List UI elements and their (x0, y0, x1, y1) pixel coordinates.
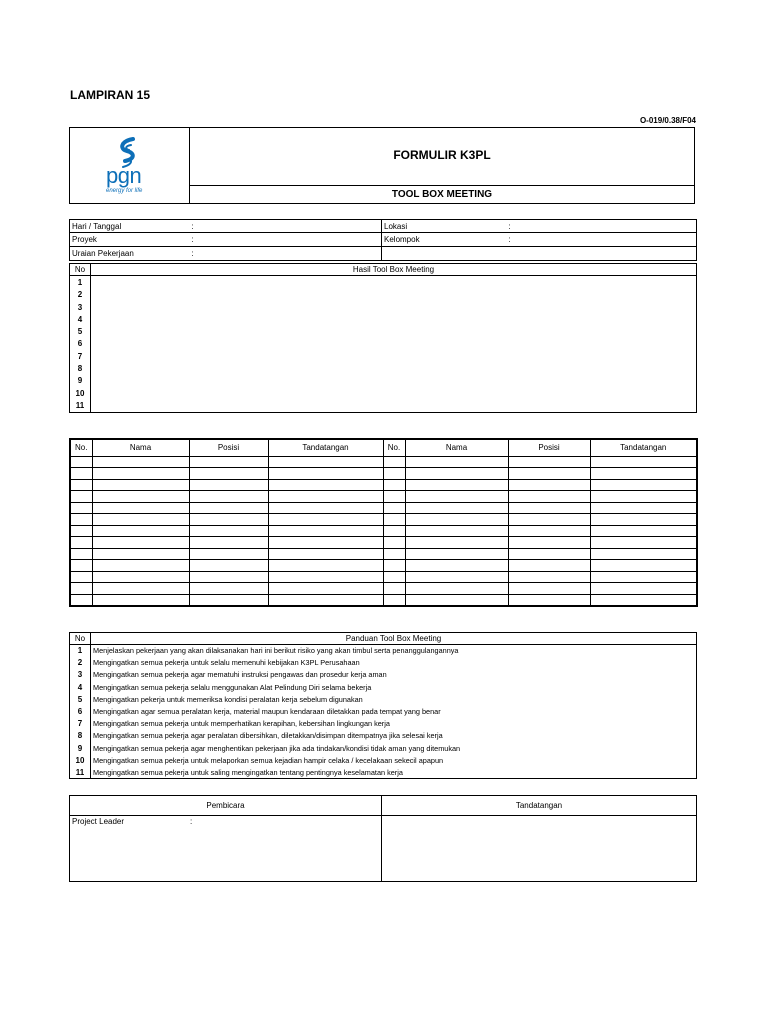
attendance-cell[interactable] (70, 537, 92, 549)
attendance-cell[interactable] (189, 502, 268, 514)
attendance-cell[interactable] (92, 560, 189, 572)
attendance-cell[interactable] (508, 548, 590, 560)
attendance-cell[interactable] (92, 583, 189, 595)
hasil-number: 5 (77, 327, 83, 337)
attendance-cell[interactable] (590, 502, 697, 514)
panduan-no-header: No (70, 633, 91, 645)
colon: : (191, 235, 194, 244)
form-subtitle: TOOL BOX MEETING (391, 189, 493, 200)
attendance-cell[interactable] (383, 491, 405, 503)
attendance-row (70, 502, 697, 514)
attendance-cell[interactable] (70, 456, 92, 468)
hasil-content-area[interactable] (91, 276, 697, 413)
attendance-cell[interactable] (70, 583, 92, 595)
attendance-cell[interactable] (189, 479, 268, 491)
hasil-number: 1 (77, 278, 83, 287)
attendance-header-cell: Nama (92, 439, 189, 456)
logo-text: pgn (106, 163, 142, 188)
attendance-row (70, 560, 697, 572)
attendance-header-cell: No. (70, 439, 92, 456)
attendance-cell[interactable] (92, 548, 189, 560)
attendance-cell[interactable] (508, 479, 590, 491)
panduan-text: Mengingatkan semua pekerja selalu menggunakan Alat Pelindung Diri selama bekerja (91, 681, 697, 693)
attendance-cell[interactable] (70, 571, 92, 583)
hasil-numbers (70, 276, 91, 413)
attendance-row (70, 594, 697, 606)
attendance-header-cell: Tandatangan (268, 439, 383, 456)
attendance-cell[interactable] (508, 594, 590, 606)
attendance-cell[interactable] (92, 479, 189, 491)
attendance-header-cell: Posisi (508, 439, 590, 456)
attendance-header-cell: Tandatangan (590, 439, 697, 456)
attendance-cell[interactable] (590, 571, 697, 583)
attendance-cell[interactable] (189, 491, 268, 503)
attendance-cell[interactable] (383, 525, 405, 537)
hasil-number: 2 (77, 290, 83, 300)
uraian-field[interactable] (190, 247, 382, 261)
panduan-text: Mengingatkan semua pekerja untuk melaporkan semua kejadian hampir celaka / kecelakaan sekecil apapun (91, 754, 697, 766)
attendance-table (69, 438, 698, 607)
attendance-cell[interactable] (383, 468, 405, 480)
info-table (69, 219, 697, 261)
attendance-cell[interactable] (268, 560, 383, 572)
attendance-cell[interactable] (405, 548, 508, 560)
kelompok-label: Kelompok (382, 233, 507, 247)
panduan-row (70, 657, 697, 669)
panduan-text: Mengingatkan semua pekerja agar peralatan dibersihkan, diletakkan/disimpan ditempatnya jika selesai kerja (91, 730, 697, 742)
attendance-row (70, 456, 697, 468)
attendance-cell[interactable] (92, 594, 189, 606)
panduan-row (70, 754, 697, 766)
attendance-row (70, 468, 697, 480)
colon: : (508, 221, 511, 231)
hasil-number: 4 (77, 314, 83, 324)
panduan-text: Mengingatkan semua pekerja untuk memperhatikan kerapihan, kebersihan lingkungan kerja (91, 718, 697, 730)
attendance-cell[interactable] (405, 583, 508, 595)
panduan-text: Mengingatkan pekerja untuk memeriksa kondisi peralatan kerja sebelum digunakan (91, 693, 697, 705)
document-code: O-019/0.38/F04 (639, 116, 696, 125)
panduan-number: 5 (70, 693, 91, 705)
attendance-cell[interactable] (405, 468, 508, 480)
colon: : (191, 249, 194, 258)
lokasi-label: Lokasi (382, 220, 507, 233)
attendance-cell[interactable] (70, 479, 92, 491)
attendance-cell[interactable] (405, 479, 508, 491)
panduan-title: Panduan Tool Box Meeting (91, 633, 697, 645)
attendance-cell[interactable] (405, 571, 508, 583)
attendance-cell[interactable] (70, 548, 92, 560)
panduan-number: 4 (70, 681, 91, 693)
panduan-number: 7 (70, 718, 91, 730)
attendance-cell[interactable] (189, 571, 268, 583)
panduan-row (70, 730, 697, 742)
attendance-cell[interactable] (383, 479, 405, 491)
panduan-row (70, 693, 697, 705)
tandatangan-header: Tandatangan (382, 796, 697, 816)
panduan-row (70, 669, 697, 681)
attendance-cell[interactable] (268, 594, 383, 606)
attendance-cell[interactable] (268, 583, 383, 595)
lokasi-field[interactable] (507, 220, 697, 233)
attendance-cell[interactable] (189, 548, 268, 560)
hari-tanggal-field[interactable] (190, 220, 382, 233)
panduan-row (70, 705, 697, 717)
attendance-cell[interactable] (92, 525, 189, 537)
attendance-row (70, 571, 697, 583)
panduan-text: Mengingatkan semua pekerja untuk selalu memenuhi kebijakan K3PL Perusahaan (91, 657, 697, 669)
attendance-cell[interactable] (590, 456, 697, 468)
attendance-cell[interactable] (405, 502, 508, 514)
attendance-cell[interactable] (590, 514, 697, 526)
signature-table (69, 795, 697, 882)
attendance-cell[interactable] (405, 525, 508, 537)
hasil-number: 10 (75, 388, 85, 398)
hasil-number: 7 (77, 351, 83, 361)
panduan-number: 10 (70, 754, 91, 766)
attendance-cell[interactable] (189, 594, 268, 606)
attendance-row (70, 537, 697, 549)
attendance-cell[interactable] (70, 560, 92, 572)
attendance-cell[interactable] (70, 491, 92, 503)
pembicara-header: Pembicara (70, 796, 382, 816)
panduan-row (70, 742, 697, 754)
attendance-cell[interactable] (405, 491, 508, 503)
panduan-number: 11 (70, 766, 91, 778)
attendance-row (70, 514, 697, 526)
hasil-number: 6 (77, 339, 83, 349)
attendance-row (70, 525, 697, 537)
attendance-cell[interactable] (268, 571, 383, 583)
attendance-cell[interactable] (189, 514, 268, 526)
uraian-label: Uraian Pekerjaan (70, 247, 190, 261)
panduan-number: 8 (70, 730, 91, 742)
attendance-cell[interactable] (383, 583, 405, 595)
attendance-cell[interactable] (268, 537, 383, 549)
attendance-cell[interactable] (383, 502, 405, 514)
attendance-cell[interactable] (508, 525, 590, 537)
attendance-row (70, 491, 697, 503)
logo-tagline: energy for life (106, 188, 143, 194)
attendance-cell[interactable] (590, 468, 697, 480)
attendance-cell[interactable] (92, 537, 189, 549)
colon: : (190, 817, 193, 826)
hasil-number: 11 (75, 400, 85, 410)
attendance-cell[interactable] (189, 468, 268, 480)
attendance-cell[interactable] (189, 560, 268, 572)
attendance-cell[interactable] (590, 560, 697, 572)
signature-area[interactable] (382, 816, 697, 882)
attendance-cell[interactable] (92, 456, 189, 468)
attendance-cell[interactable] (508, 583, 590, 595)
attendance-cell[interactable] (383, 560, 405, 572)
attendance-cell[interactable] (383, 548, 405, 560)
pembicara-cell[interactable] (70, 816, 382, 882)
hasil-number: 3 (77, 302, 83, 312)
attendance-cell[interactable] (70, 514, 92, 526)
attendance-cell[interactable] (405, 560, 508, 572)
kelompok-field[interactable] (507, 233, 697, 247)
attendance-cell[interactable] (268, 479, 383, 491)
attendance-cell[interactable] (70, 525, 92, 537)
attendance-cell[interactable] (268, 468, 383, 480)
attendance-cell[interactable] (405, 456, 508, 468)
panduan-table (69, 632, 697, 779)
panduan-number: 9 (70, 742, 91, 754)
panduan-number: 6 (70, 705, 91, 717)
panduan-text: Mengingatkan agar semua peralatan kerja, material maupun kendaraan diletakkan pada tempat yang benar (91, 705, 697, 717)
attendance-header-cell: Posisi (189, 439, 268, 456)
colon: : (191, 221, 194, 231)
panduan-text: Mengingatkan semua pekerja agar mematuhi instruksi pengawas dan prosedur kerja aman (91, 669, 697, 681)
project-leader-label: Project Leader (72, 817, 125, 826)
attendance-cell[interactable] (508, 514, 590, 526)
attendance-cell[interactable] (590, 594, 697, 606)
attendance-cell[interactable] (383, 537, 405, 549)
panduan-text: Mengingatkan semua pekerja agar menghentikan pekerjaan jika ada tindakan/kondisi tidak aman yang ditemukan (91, 742, 697, 754)
attendance-cell[interactable] (268, 525, 383, 537)
attendance-cell[interactable] (508, 468, 590, 480)
hasil-number: 8 (77, 364, 83, 374)
hasil-number: 9 (77, 376, 83, 386)
proyek-label: Proyek (70, 233, 190, 247)
attendance-cell[interactable] (189, 583, 268, 595)
lampiran-label: LAMPIRAN 15 (70, 88, 151, 102)
attendance-cell[interactable] (268, 514, 383, 526)
attendance-cell[interactable] (92, 491, 189, 503)
attendance-cell[interactable] (590, 491, 697, 503)
attendance-cell[interactable] (189, 525, 268, 537)
attendance-cell[interactable] (70, 468, 92, 480)
panduan-text: Mengingatkan semua pekerja untuk saling mengingatkan tentang pentingnya keselamatan kerja (91, 766, 697, 778)
attendance-cell[interactable] (383, 571, 405, 583)
attendance-cell[interactable] (92, 514, 189, 526)
attendance-cell[interactable] (268, 548, 383, 560)
attendance-cell[interactable] (405, 537, 508, 549)
attendance-cell[interactable] (189, 456, 268, 468)
hasil-table (69, 263, 697, 413)
panduan-number: 3 (70, 669, 91, 681)
attendance-cell[interactable] (70, 594, 92, 606)
attendance-cell[interactable] (590, 537, 697, 549)
attendance-cell[interactable] (508, 537, 590, 549)
panduan-row (70, 766, 697, 778)
form-title: FORMULIR K3PL (393, 148, 491, 162)
panduan-number: 2 (70, 657, 91, 669)
attendance-cell[interactable] (383, 514, 405, 526)
attendance-cell[interactable] (383, 594, 405, 606)
attendance-cell[interactable] (268, 456, 383, 468)
attendance-cell[interactable] (405, 594, 508, 606)
form-header (69, 127, 695, 204)
attendance-cell[interactable] (590, 479, 697, 491)
attendance-cell[interactable] (92, 571, 189, 583)
panduan-row (70, 718, 697, 730)
attendance-cell[interactable] (590, 525, 697, 537)
hari-tanggal-label: Hari / Tanggal (70, 220, 190, 233)
attendance-row (70, 583, 697, 595)
attendance-cell[interactable] (70, 502, 92, 514)
attendance-cell[interactable] (508, 456, 590, 468)
attendance-cell[interactable] (268, 502, 383, 514)
attendance-cell[interactable] (92, 502, 189, 514)
panduan-number: 1 (70, 645, 91, 657)
uraian-extra (382, 247, 697, 261)
attendance-header-cell: No. (383, 439, 405, 456)
attendance-cell[interactable] (590, 548, 697, 560)
attendance-row (70, 548, 697, 560)
attendance-cell[interactable] (508, 571, 590, 583)
attendance-header-cell: Nama (405, 439, 508, 456)
attendance-cell[interactable] (383, 456, 405, 468)
attendance-row (70, 479, 697, 491)
attendance-cell[interactable] (405, 514, 508, 526)
panduan-row (70, 681, 697, 693)
attendance-cell[interactable] (268, 491, 383, 503)
hasil-no-header: No (70, 264, 91, 276)
attendance-cell[interactable] (508, 491, 590, 503)
attendance-cell[interactable] (508, 502, 590, 514)
logo-area (70, 128, 190, 203)
proyek-field[interactable] (190, 233, 382, 247)
hasil-title: Hasil Tool Box Meeting (91, 264, 697, 276)
attendance-cell[interactable] (92, 468, 189, 480)
attendance-cell[interactable] (508, 560, 590, 572)
panduan-row (70, 645, 697, 657)
attendance-cell[interactable] (189, 537, 268, 549)
colon: : (508, 235, 511, 244)
panduan-text: Menjelaskan pekerjaan yang akan dilaksanakan hari ini berikut risiko yang akan timbul serta penanggulangannya (91, 645, 697, 657)
attendance-cell[interactable] (590, 583, 697, 595)
